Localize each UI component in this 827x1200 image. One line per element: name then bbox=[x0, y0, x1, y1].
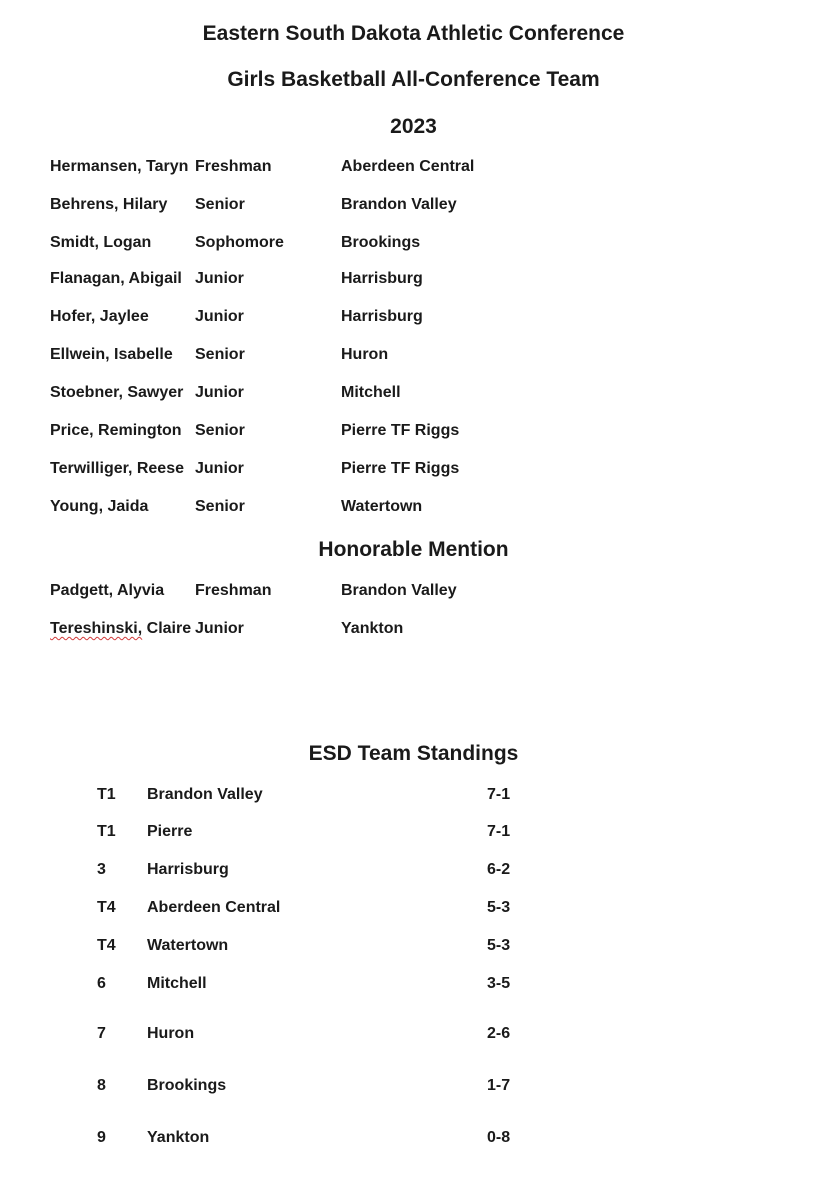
standings-rank: 6 bbox=[97, 975, 106, 992]
player-school: Yankton bbox=[341, 620, 404, 637]
player-name: Young, Jaida bbox=[50, 498, 149, 515]
player-row bbox=[0, 582, 827, 604]
player-class: Freshman bbox=[195, 158, 272, 175]
player-row bbox=[0, 498, 827, 520]
player-first-name: Claire bbox=[142, 620, 192, 637]
standings-row bbox=[0, 975, 827, 997]
standings-row bbox=[0, 937, 827, 959]
player-name bbox=[50, 582, 164, 600]
standings-record: 5-3 bbox=[487, 899, 511, 916]
player-last-name: Padgett, bbox=[50, 582, 114, 599]
standings-record: 7-1 bbox=[487, 786, 511, 803]
player-row bbox=[0, 308, 827, 330]
player-school: Aberdeen Central bbox=[341, 158, 475, 175]
standings-record: 1-7 bbox=[487, 1077, 511, 1094]
player-name: Behrens, Hilary bbox=[50, 196, 168, 213]
standings-record: 3-5 bbox=[487, 975, 511, 992]
standings-team: Aberdeen Central bbox=[147, 899, 281, 916]
player-first-name: Alyvia bbox=[113, 582, 165, 599]
player-school: Pierre TF Riggs bbox=[341, 460, 460, 477]
standings-rank: T1 bbox=[97, 823, 116, 840]
player-name: Terwilliger, Reese bbox=[50, 460, 184, 477]
standings-team: Huron bbox=[147, 1025, 195, 1042]
standings-row bbox=[0, 823, 827, 845]
standings-record: 7-1 bbox=[487, 823, 511, 840]
player-school: Brandon Valley bbox=[341, 582, 457, 599]
player-class: Senior bbox=[195, 422, 245, 439]
player-class: Sophomore bbox=[195, 234, 284, 251]
standings-record: 0-8 bbox=[487, 1129, 511, 1146]
player-name: Ellwein, Isabelle bbox=[50, 346, 173, 363]
player-row bbox=[0, 422, 827, 444]
standings-team: Yankton bbox=[147, 1129, 210, 1146]
player-name: Flanagan, Abigail bbox=[50, 270, 182, 287]
standings-row bbox=[0, 899, 827, 921]
player-row bbox=[0, 384, 827, 406]
player-name: Price, Remington bbox=[50, 422, 182, 439]
player-class: Junior bbox=[195, 308, 244, 325]
player-class: Senior bbox=[195, 196, 245, 213]
standings-team: Watertown bbox=[147, 937, 229, 954]
player-name: Smidt, Logan bbox=[50, 234, 152, 251]
standings-row bbox=[0, 786, 827, 808]
standings-rank: 3 bbox=[97, 861, 106, 878]
player-last-name: Tereshinski, bbox=[50, 620, 143, 637]
player-name bbox=[50, 620, 191, 638]
player-school: Harrisburg bbox=[341, 270, 423, 287]
player-row bbox=[0, 234, 827, 256]
standings-team: Brookings bbox=[147, 1077, 227, 1094]
player-row bbox=[0, 460, 827, 482]
standings-heading: ESD Team Standings bbox=[308, 742, 519, 765]
player-row bbox=[0, 620, 827, 642]
player-row bbox=[0, 346, 827, 368]
standings-team: Harrisburg bbox=[147, 861, 229, 878]
year-title: 2023 bbox=[390, 115, 437, 138]
standings-row bbox=[0, 1077, 827, 1099]
player-school: Huron bbox=[341, 346, 389, 363]
player-name: Stoebner, Sawyer bbox=[50, 384, 184, 401]
standings-team: Pierre bbox=[147, 823, 193, 840]
player-school: Brookings bbox=[341, 234, 421, 251]
player-school: Brandon Valley bbox=[341, 196, 457, 213]
player-class: Senior bbox=[195, 498, 245, 515]
honorable-mention-heading: Honorable Mention bbox=[318, 538, 509, 561]
standings-row bbox=[0, 1025, 827, 1047]
standings-row bbox=[0, 861, 827, 883]
player-school: Mitchell bbox=[341, 384, 401, 401]
standings-record: 2-6 bbox=[487, 1025, 511, 1042]
standings-rank: T4 bbox=[97, 937, 116, 954]
standings-rank: T4 bbox=[97, 899, 116, 916]
player-row bbox=[0, 196, 827, 218]
player-class: Junior bbox=[195, 270, 244, 287]
player-class: Junior bbox=[195, 620, 244, 637]
standings-rank: T1 bbox=[97, 786, 116, 803]
player-class: Junior bbox=[195, 384, 244, 401]
standings-record: 5-3 bbox=[487, 937, 511, 954]
standings-team: Mitchell bbox=[147, 975, 207, 992]
player-row bbox=[0, 270, 827, 292]
player-school: Harrisburg bbox=[341, 308, 423, 325]
team-title: Girls Basketball All-Conference Team bbox=[227, 68, 600, 91]
conference-title: Eastern South Dakota Athletic Conference bbox=[202, 22, 625, 45]
standings-rank: 8 bbox=[97, 1077, 106, 1094]
standings-record: 6-2 bbox=[487, 861, 511, 878]
player-school: Watertown bbox=[341, 498, 423, 515]
player-class: Senior bbox=[195, 346, 245, 363]
player-name: Hermansen, Taryn bbox=[50, 158, 189, 175]
standings-row bbox=[0, 1129, 827, 1151]
standings-team: Brandon Valley bbox=[147, 786, 263, 803]
player-row bbox=[0, 158, 827, 180]
standings-rank: 9 bbox=[97, 1129, 106, 1146]
player-class: Junior bbox=[195, 460, 244, 477]
standings-rank: 7 bbox=[97, 1025, 106, 1042]
player-class: Freshman bbox=[195, 582, 272, 599]
player-school: Pierre TF Riggs bbox=[341, 422, 460, 439]
player-name: Hofer, Jaylee bbox=[50, 308, 149, 325]
